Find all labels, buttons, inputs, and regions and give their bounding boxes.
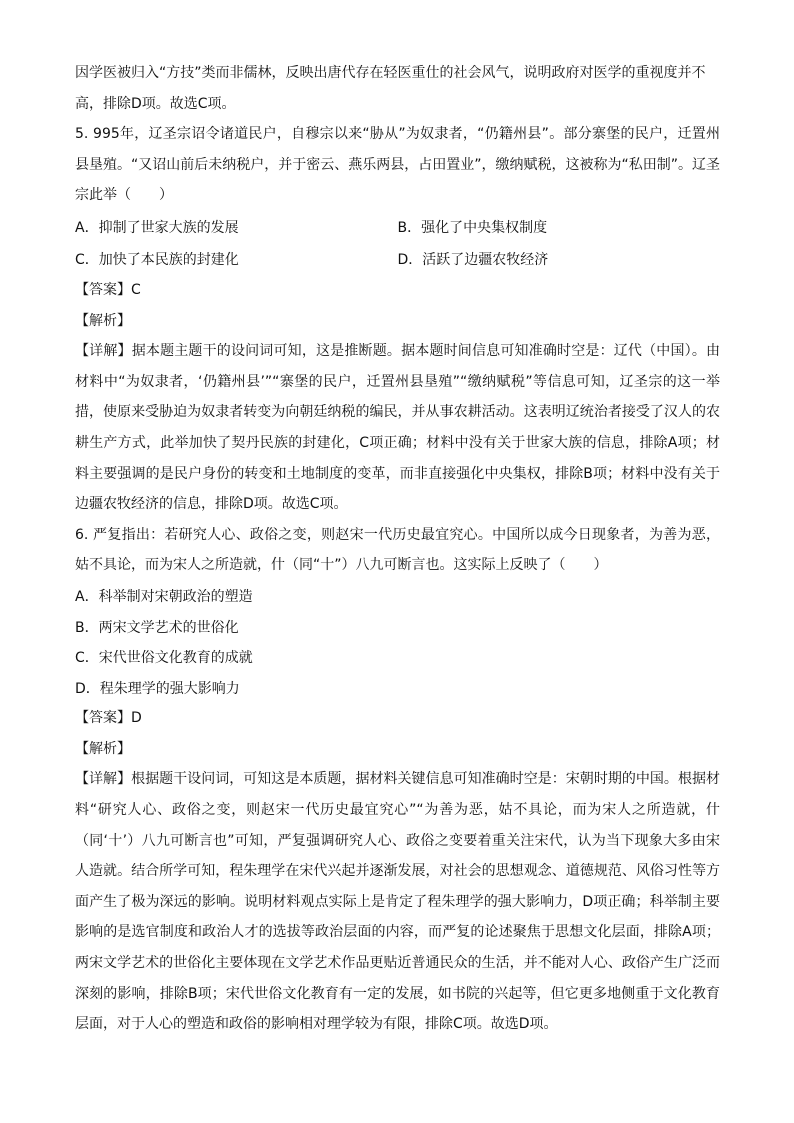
question-5-detail: 【详解】据本题主题干的设问词可知，这是推断题。据本题时间信息可知准确时空是：辽代（中国）。由材料中“为奴隶者，‘仍籍州县’”“寨堡的民户，迁置州县垦殖”“缴纳赋税”等信息可知，辽圣宗的这一举措，使原来受胁迫为奴隶者转变为向朝廷纳税的编民，并从事农耕活动。这表明辽统治者接受了汉人的农耕生产方式，此举加快了契丹民族的封建化，C项正确；材料中没有关于世家大族的信息，排除A项；材料主要强调的是民户身份的转变和土地制度的变革，而非直接强化中央集权，排除B项；材料中没有关于边疆农牧经济的信息，排除D项。故选C项。 [75, 343, 720, 513]
previous-explanation-line-2: 高，排除D项。故选C项。 [75, 95, 236, 112]
question-5-option-c: C．加快了本民族的封建化 [75, 251, 239, 268]
question-5-option-d: D．活跃了边疆农牧经济 [397, 251, 549, 268]
question-5-options-row-1 [75, 211, 720, 243]
question-5-answer: 【答案】C [75, 281, 141, 298]
question-6-answer: 【答案】D [75, 710, 142, 727]
question-5 [75, 119, 720, 520]
previous-explanation-tail [75, 58, 720, 119]
question-6-analysis-label: 【解析】 [75, 740, 131, 757]
question-5-stem: 5. 995年，辽圣宗诏令诸道民户，自穆宗以来“胁从”为奴隶者，“仍籍州县”。部分寨堡的民户，迁置州县垦殖。“又诏山前后未纳税户，并于密云、燕乐两县，占田置业”，缴纳赋税，这被称为“私田制”。辽圣宗此举（ ） [75, 126, 721, 204]
question-5-options-row-2 [75, 243, 720, 275]
question-6-option-d: D．程朱理学的强大影响力 [75, 680, 240, 697]
question-6-stem: 6. 严复指出：若研究人心、政俗之变，则赵宋一代历史最宜究心。中国所以成今日现象者，为善为恶，姑不具论，而为宋人之所造就，什（同“十”）八九可断言也。这实际上反映了（ ） [75, 526, 720, 574]
question-5-analysis-label: 【解析】 [75, 312, 131, 329]
question-5-option-a: A．抑制了世家大族的发展 [75, 219, 239, 236]
document-page [75, 58, 720, 1040]
previous-explanation-line-1: 因学医被归入“方技”类而非儒林，反映出唐代存在轻医重仕的社会风气，说明政府对医学的重视度并不 [75, 65, 706, 81]
question-5-option-b: B．强化了中央集权制度 [397, 219, 548, 236]
question-6-option-a: A．科举制对宋朝政治的塑造 [75, 589, 253, 606]
question-6 [75, 520, 720, 1040]
question-6-option-c: C．宋代世俗文化教育的成就 [75, 650, 253, 667]
question-6-detail: 【详解】根据题干设问词，可知这是本质题，据材料关键信息可知准确时空是：宋朝时期的中国。根据材料“研究人心、政俗之变，则赵宋一代历史最宜究心”“为善为恶，姑不具论，而为宋人之所造就，什（同‘十’）八九可断言也”可知，严复强调研究人心、政俗之变要着重关注宋代，认为当下现象大多由宋人造就。结合所学可知，程朱理学在宋代兴起并逐渐发展，对社会的思想观念、道德规范、风俗习性等方面产生了极为深远的影响。说明材料观点实际上是肯定了程朱理学的强大影响力，D项正确；科举制主要影响的是选官制度和政治人才的选拔等政治层面的内容，而严复的论述聚焦于思想文化层面，排除A项；两宋文学艺术的世俗化主要体现在文学艺术作品更贴近普通民众的生活，并不能对人心、政俗产生广泛而深刻的影响，排除B项；宋代世俗文化教育有一定的发展，如书院的兴起等，但它更多地侧重于文化教育层面，对于人心的塑造和政俗的影响相对理学较为有限，排除C项。故选D项。 [75, 771, 720, 1033]
question-6-option-b: B．两宋文学艺术的世俗化 [75, 619, 239, 636]
